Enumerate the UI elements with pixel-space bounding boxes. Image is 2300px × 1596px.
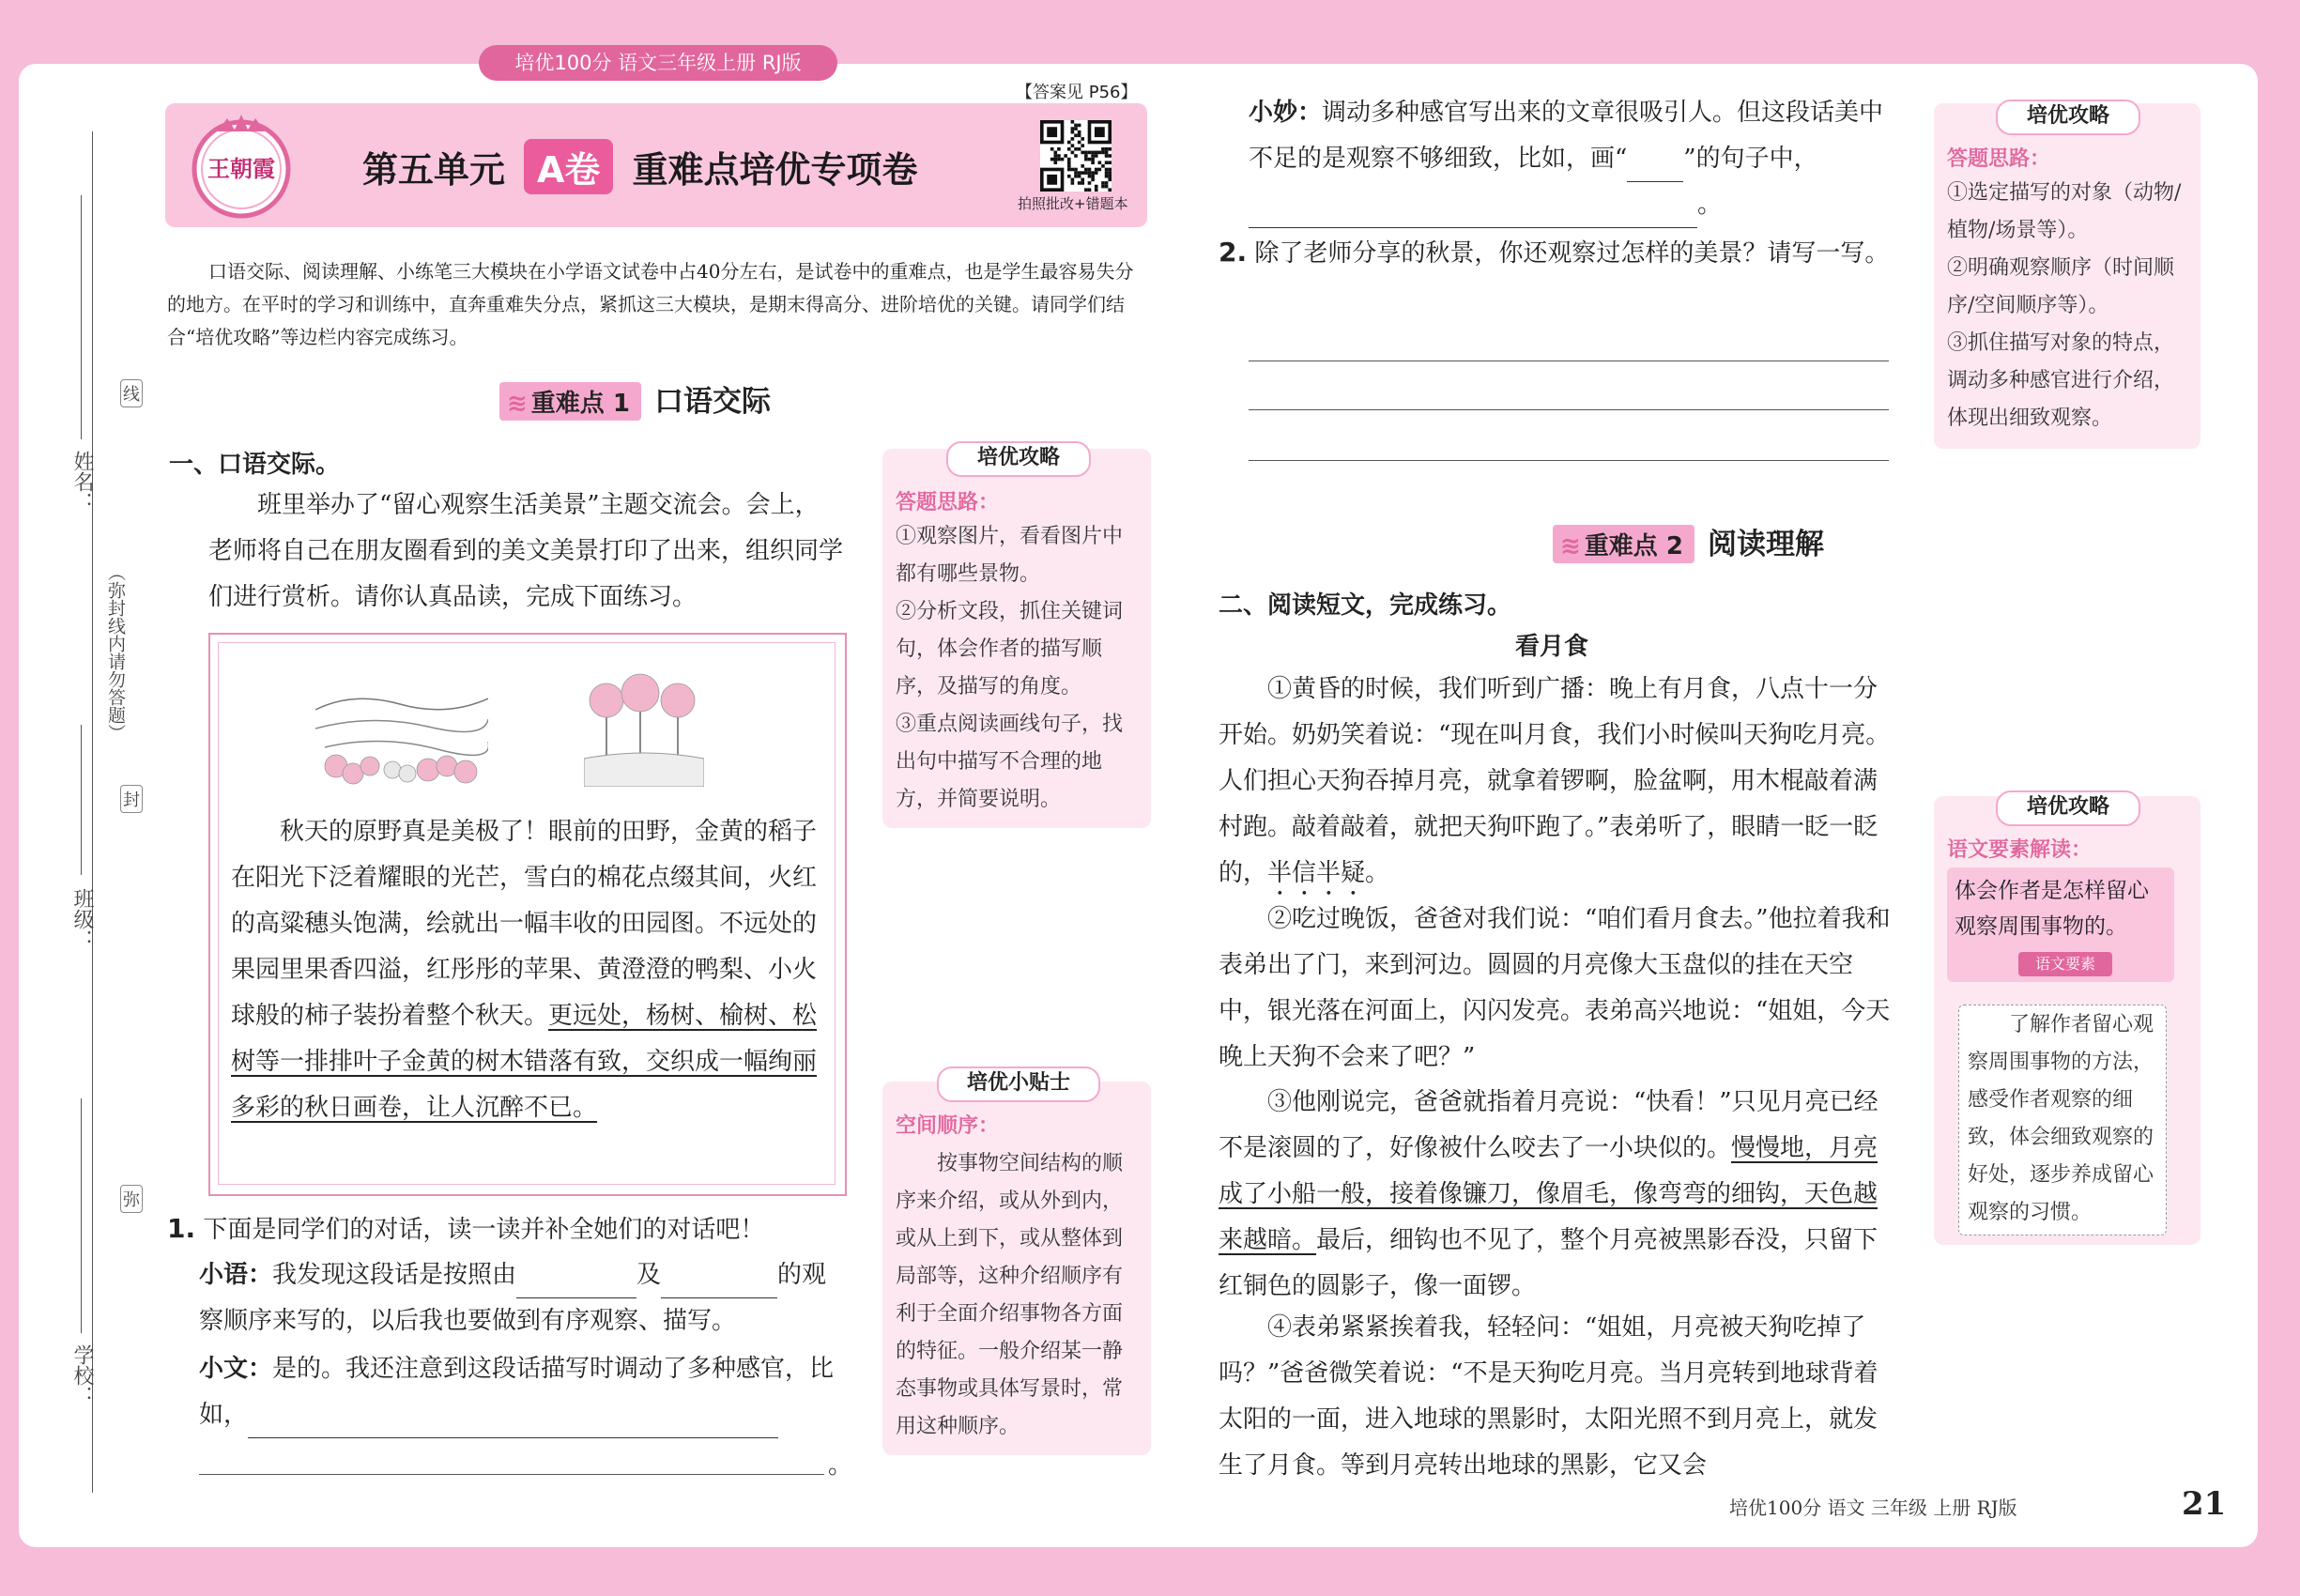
xiaomiao-text-a: 调动多种感官写出来的文章很吸引人。但这段话美中不足的是观察不够细致，比如，画“ [1249,99,1884,173]
tips-box-1-tag: 培优攻略 [946,441,1091,477]
dialogue-xiaowen [199,1346,847,1438]
tips-box-3-item: ②明确观察顺序（时间顺序/空间顺序等）。 [1947,256,2175,317]
seal-notice: （弥封线内请勿答题） [105,563,126,742]
header-pill: 培优100分 语文三年级上册 RJ版 [479,45,837,81]
logo-text: 王朝霞 [207,155,275,182]
name-label: 姓名： [70,451,94,513]
xiaowen-text: 是的。我还注意到这段话描写时调动了多种感官，比如， [199,1355,835,1429]
tips-box-3-item: ③抓住描写对象的特点，调动多种感官进行介绍，体现出细致观察。 [1947,331,2175,430]
question-1-prompt: 班里举办了“留心观察生活美景”主题交流会。会上，老师将自己在朋友圈看到的美文美景打印了出来，组织同学们进行赏析。请你认真品读，完成下面练习。 [208,491,844,611]
wave-icon: ≋ [507,390,528,418]
element-label: 语文要素 [2018,952,2112,976]
section-1-heading [499,377,771,421]
story-title: 看月食 [1515,633,1589,661]
tips-box-2-text: 按事物空间结构的顺序来介绍，或从外到内，或从上到下，或从整体到局部等，这种介绍顺序有利于全面介绍事物各方面的特征。一般介绍某一静态事物或具体写景时，常用这种顺序。 [896,1152,1124,1438]
tips-box-3-subtitle: 答题思路： [1947,147,2051,171]
element-explain-text: 了解作者留心观察周围事物的方法，感受作者观察的细致，体会细致观察的好处，逐步养成留心观察的习惯。 [1968,1013,2154,1224]
tips-box-2-tag: 培优小贴士 [937,1067,1100,1102]
answer-blank-problem[interactable] [1249,199,1697,228]
tips-box-3-list [1947,175,2193,437]
dotted-word: 半信半疑 [1267,859,1366,887]
tips-box-1-item: ①观察图片，看看图片中都有哪些景物。 [896,525,1124,586]
section-2-title: 阅读理解 [1707,528,1824,561]
page-number: 21 [2182,1485,2227,1523]
answer-reference: 【答案见 P56】 [1016,83,1138,102]
passage-underlined-text: 更远处，杨树、榆树、松树等一排排叶子金黄的树木错落有致，交织成一幅绚丽多彩的秋日画卷，让人沉醉不已。 [231,1002,818,1122]
xiaoyu-text-b: 及 [636,1261,662,1289]
element-callout: 体会作者是怎样留心观察周围事物的。 [1947,867,2174,982]
passage-normal-text: 秋天的原野真是美极了！眼前的田野，金黄的稻子在阳光下泛着耀眼的光芒，雪白的棉花点缀其间，火红的高粱穗头饱满，绘就出一幅丰收的田园图。不远处的果园里果香四溢，红彤彤的苹果、黄澄澄的鸭梨、小火球般的柿子装扮着整个秋天。 [231,818,818,1030]
story-p1-text: ①黄昏的时候，我们听到广播：晚上有月食，八点十一分开始。奶奶笑着说：“现在叫月食，我们小时候叫天狗吃月亮。人们担心天狗吞掉月亮，就拿着锣啊，脸盆啊，用木棍敲着满村跑。敲着敲着，就把天狗吓跑了。”表弟听了，眼睛一眨一眨的， [1219,675,1891,887]
mark-seal: 封 [120,785,143,813]
answer-blank-to[interactable] [661,1269,777,1298]
qr-caption: 拍照批改+错题本 [1018,195,1128,212]
sub-question-1 [167,1205,862,1253]
publisher-logo [186,111,297,222]
sub-question-2 [1219,229,1894,277]
section-2-tag: ≋ 重难点 2 [1553,525,1694,563]
answer-blank-from[interactable] [516,1269,636,1298]
dialogue-xiaomiao [1249,90,1891,228]
speaker-xiaomiao: 小妙： [1249,99,1323,127]
tips-box-1-item: ③重点阅读画线句子，找出句中描写不合理的地方，并简要说明。 [896,713,1124,811]
wave-icon-2: ≋ [1560,532,1581,560]
xiaomiao-text-b: ”的句子中， [1683,145,1818,173]
binding-line [92,131,93,1493]
class-label: 班级： [70,888,94,950]
story-p3-underlined: 慢慢地，月亮成了小船一般，接着像镰刀，像眉毛，像弯弯的细钩，天色越来越暗。 [1219,1134,1878,1254]
paper-title: 重难点培优专项卷 [632,149,918,191]
sub-question-1-number: 1. [167,1213,196,1244]
tips-box-2-subtitle: 空间顺序： [896,1114,1000,1138]
end-mark: 。 [828,1451,853,1480]
unit-banner [165,103,1147,227]
banner-title [362,139,917,194]
field-illustration [315,672,488,787]
speaker-xiaowen: 小文： [199,1355,273,1383]
mark-line: 线 [120,379,143,407]
tips-box-1-item: ②分析文段，抓住关键词句，体会作者的描写顺序，及描写的角度。 [896,600,1124,698]
answer-blank-sentence[interactable] [1627,153,1683,182]
story-p3-text-b: 最后，细钩也不见了，整个月亮被黑影吞没，只留下红铜色的圆影子，像一面锣。 [1219,1226,1878,1300]
footer-text: 培优100分 语文 三年级 上册 RJ版 [1729,1496,2017,1519]
school-field-line[interactable] [81,1098,82,1333]
paper-badge: A卷 [524,139,613,194]
writing-line-2[interactable] [1249,409,1889,410]
tips-box-1-subtitle: 答题思路： [896,491,1000,514]
answer-blank-senses[interactable] [248,1409,778,1438]
story-p1-end: 。 [1365,859,1390,887]
story-p3-text-a: ③他刚说完，爸爸就指着月亮说：“快看！”只见月亮已经不是滚圆的了，好像被什么咬去了一小块似的。 [1219,1088,1878,1162]
section-2-heading [1553,520,1824,563]
sub-question-2-text: 除了老师分享的秋景，你还观察过怎样的美景？请写一写。 [1254,239,1890,268]
question-1-heading: 一、口语交际。 [169,451,341,479]
sub-question-2-number: 2. [1219,237,1248,268]
dialogue-xiaoyu [199,1252,837,1344]
story-paragraph-3 [1219,1080,1891,1310]
qr-code-icon[interactable] [1040,120,1112,192]
answer-line-senses-2[interactable] [199,1474,824,1475]
name-field-line[interactable] [81,195,82,439]
story-paragraph-4: ④表弟紧紧挨着我，轻轻问：“姐姐，月亮被天狗吃掉了吗？”爸爸微笑着说：“不是天狗吃月亮。当月亮转到地球背着太阳的一面，进入地球的黑影时，太阳光照不到月亮上，就发生了月食。等到月亮转出地球的黑影，它又会 [1219,1313,1878,1480]
section-1-tag: ≋ 重难点 1 [499,382,641,421]
intro-paragraph: 口语交际、阅读理解、小练笔三大模块在小学语文试卷中占40分左右，是试卷中的重难点，也是学生最容易失分的地方。在平时的学习和训练中，直奔重难失分点，紧抓这三大模块，是期末得高分、进阶培优的关键。请同学们结合“培优攻略”等边栏内容完成练习。 [167,260,1134,348]
section-1-title: 口语交际 [653,385,771,419]
class-field-line[interactable] [81,725,82,875]
tips-box-3-tag: 培优攻略 [1996,100,2140,135]
tips-box-3-item: ①选定描写的对象（动物/植物/场景等）。 [1947,181,2182,242]
writing-line-3[interactable] [1249,460,1889,461]
xiaoyu-text-a: 我发现这段话是按照由 [272,1261,517,1289]
story-paragraph-1 [1219,667,1891,901]
tips-box-1-list [896,518,1142,819]
question-2-heading: 二、阅读短文，完成练习。 [1219,591,1512,620]
school-label: 学校： [70,1344,94,1406]
unit-name: 第五单元 [362,149,506,191]
tips-box-4-subtitle: 语文要素解读： [1947,838,2093,862]
tips-box-4-tag: 培优攻略 [1996,790,2140,826]
sub-question-1-text: 下面是同学们的对话，读一读并补全她们的对话吧！ [203,1216,765,1244]
autumn-passage [231,809,822,1131]
orchard-illustration [584,672,704,787]
mark-mi: 弥 [120,1185,143,1213]
xiaoyu-text-c: 的观察顺序来写的，以后我也要做到有序观察、描写。 [199,1261,827,1335]
story-paragraph-2: ②吃过晚饭，爸爸对我们说：“咱们看月食去。”他拉着我和表弟出了门，来到河边。圆圆的月亮像大玉盘似的挂在天空中，银光落在河面上，闪闪发亮。表弟高兴地说：“姐姐，今天晚上天狗不会来了吧？” [1219,905,1891,1071]
speaker-xiaoyu: 小语： [199,1261,273,1289]
xiaomiao-end-mark: 。 [1697,191,1723,219]
